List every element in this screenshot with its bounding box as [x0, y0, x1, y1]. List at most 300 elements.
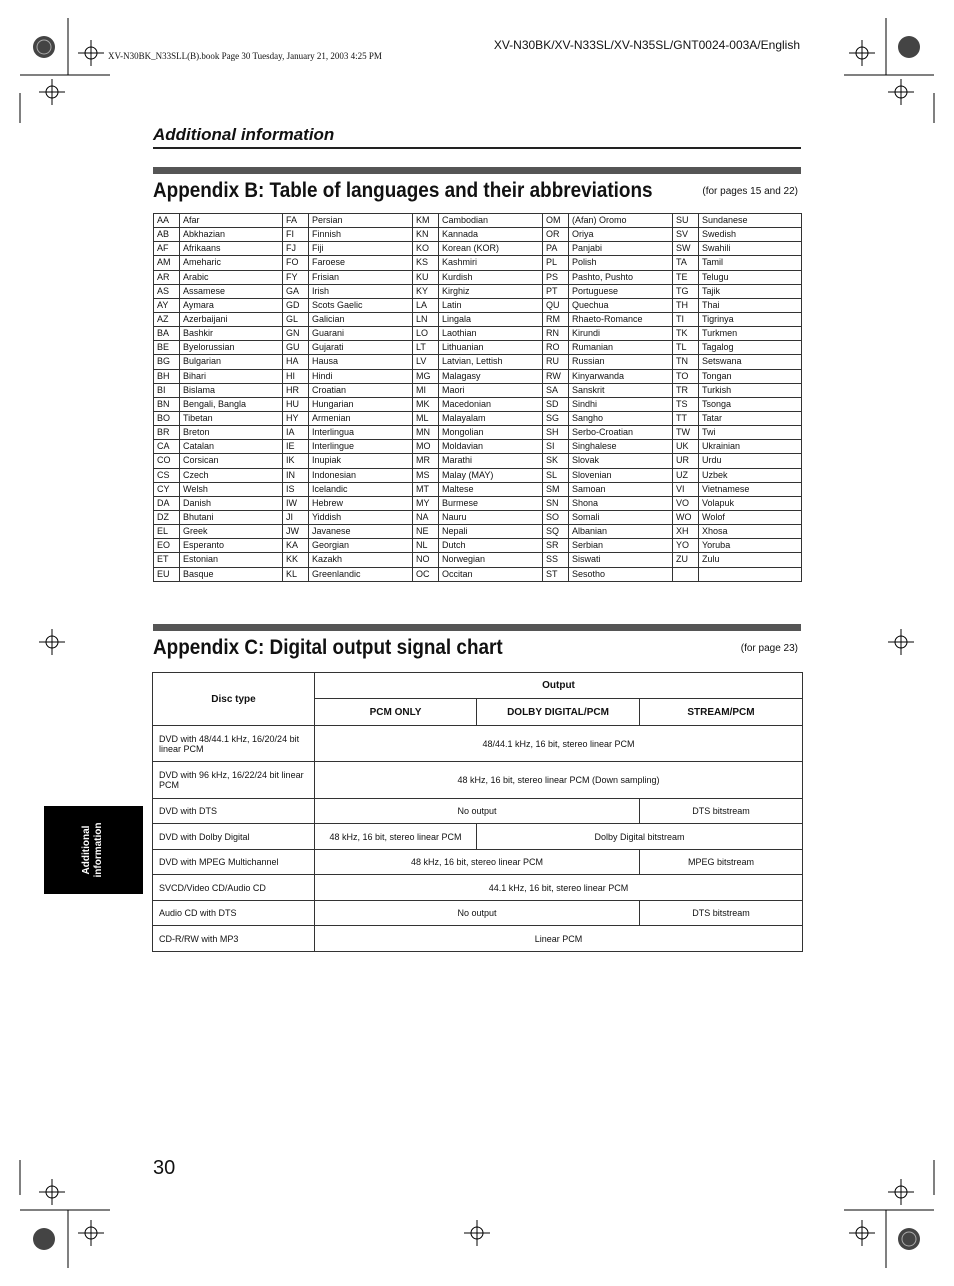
language-code: GU: [283, 341, 309, 355]
language-name: Danish: [180, 496, 283, 510]
language-name: Latin: [439, 298, 543, 312]
language-code: BR: [154, 426, 180, 440]
language-name: Sundanese: [699, 214, 802, 228]
language-name: Scots Gaelic: [309, 298, 413, 312]
language-code: ET: [154, 553, 180, 567]
language-code: KO: [413, 242, 439, 256]
language-code: JW: [283, 525, 309, 539]
language-code: HR: [283, 383, 309, 397]
language-code: GD: [283, 298, 309, 312]
language-code: MO: [413, 440, 439, 454]
language-name: Setswana: [699, 355, 802, 369]
output-cell: 48 kHz, 16 bit, stereo linear PCM: [315, 824, 477, 850]
section-header: Additional information: [153, 125, 335, 144]
appendix-b-title: Appendix B: Table of languages and their abbreviations: [153, 179, 653, 202]
language-name: Occitan: [439, 567, 543, 581]
language-name: Tajik: [699, 284, 802, 298]
language-name: Serbo-Croatian: [569, 426, 673, 440]
language-row: [154, 426, 802, 440]
language-name: Interlingue: [309, 440, 413, 454]
language-name: Hausa: [309, 355, 413, 369]
language-name: Malay (MAY): [439, 468, 543, 482]
language-code: VI: [673, 482, 699, 496]
language-name: Samoan: [569, 482, 673, 496]
language-code: GA: [283, 284, 309, 298]
language-name: Croatian: [309, 383, 413, 397]
language-name: Rhaeto-Romance: [569, 312, 673, 326]
language-name: Abkhazian: [180, 228, 283, 242]
language-code: MY: [413, 496, 439, 510]
language-code: FJ: [283, 242, 309, 256]
language-code: MR: [413, 454, 439, 468]
language-name: Xhosa: [699, 525, 802, 539]
language-code: QU: [543, 298, 569, 312]
language-name: Moldavian: [439, 440, 543, 454]
language-name: Yiddish: [309, 510, 413, 524]
signal-row: [153, 762, 803, 799]
language-code: KK: [283, 553, 309, 567]
language-name: Macedonian: [439, 397, 543, 411]
language-name: Guarani: [309, 327, 413, 341]
header-pcm-only: PCM ONLY: [315, 699, 477, 726]
language-name: Maori: [439, 383, 543, 397]
disc-type-cell: DVD with DTS: [153, 799, 315, 824]
language-name: Uzbek: [699, 468, 802, 482]
language-name: Byelorussian: [180, 341, 283, 355]
language-name: Faroese: [309, 256, 413, 270]
language-name: Kashmiri: [439, 256, 543, 270]
language-row: [154, 510, 802, 524]
language-code: KS: [413, 256, 439, 270]
signal-row: [153, 799, 803, 824]
language-name: Sangho: [569, 411, 673, 425]
language-code: RN: [543, 327, 569, 341]
language-row: [154, 567, 802, 581]
language-name: Panjabi: [569, 242, 673, 256]
language-code: RU: [543, 355, 569, 369]
output-cell: 44.1 kHz, 16 bit, stereo linear PCM: [315, 875, 803, 901]
language-code: HI: [283, 369, 309, 383]
language-code: CY: [154, 482, 180, 496]
language-name: Tatar: [699, 411, 802, 425]
disc-type-cell: Audio CD with DTS: [153, 901, 315, 926]
language-row: [154, 284, 802, 298]
language-name: Corsican: [180, 454, 283, 468]
language-code: VO: [673, 496, 699, 510]
language-code: SO: [543, 510, 569, 524]
language-name: Sindhi: [569, 397, 673, 411]
language-row: [154, 411, 802, 425]
language-code: BH: [154, 369, 180, 383]
language-code: WO: [673, 510, 699, 524]
language-name: Tagalog: [699, 341, 802, 355]
language-name: Czech: [180, 468, 283, 482]
language-code: CA: [154, 440, 180, 454]
language-name: Irish: [309, 284, 413, 298]
language-code: SM: [543, 482, 569, 496]
section-rule: [153, 147, 801, 149]
language-code: KN: [413, 228, 439, 242]
language-name: Sesotho: [569, 567, 673, 581]
language-code: HY: [283, 411, 309, 425]
language-name: Kannada: [439, 228, 543, 242]
language-name: Cambodian: [439, 214, 543, 228]
language-name: Maltese: [439, 482, 543, 496]
disc-type-cell: SVCD/Video CD/Audio CD: [153, 875, 315, 901]
language-code: TE: [673, 270, 699, 284]
language-code: TS: [673, 397, 699, 411]
language-name: Bihari: [180, 369, 283, 383]
language-code: MN: [413, 426, 439, 440]
language-name: Kurdish: [439, 270, 543, 284]
language-name: Tongan: [699, 369, 802, 383]
language-name: Marathi: [439, 454, 543, 468]
language-code: AF: [154, 242, 180, 256]
language-code: DZ: [154, 510, 180, 524]
signal-row: [153, 926, 803, 952]
language-code: HU: [283, 397, 309, 411]
language-row: [154, 383, 802, 397]
language-code: SL: [543, 468, 569, 482]
language-name: Russian: [569, 355, 673, 369]
language-name: Bulgarian: [180, 355, 283, 369]
language-name: Finnish: [309, 228, 413, 242]
language-code: PA: [543, 242, 569, 256]
language-name: Hungarian: [309, 397, 413, 411]
language-code: SW: [673, 242, 699, 256]
language-code: OR: [543, 228, 569, 242]
language-name: Ameharic: [180, 256, 283, 270]
language-code: BE: [154, 341, 180, 355]
language-row: [154, 228, 802, 242]
digital-output-table: [152, 672, 803, 952]
language-code: EL: [154, 525, 180, 539]
language-name: Slovak: [569, 454, 673, 468]
language-name: Lingala: [439, 312, 543, 326]
language-code: TH: [673, 298, 699, 312]
language-name: Azerbaijani: [180, 312, 283, 326]
language-code: AB: [154, 228, 180, 242]
header-dolby-digital-pcm: DOLBY DIGITAL/PCM: [477, 699, 640, 726]
language-row: [154, 355, 802, 369]
language-code: PS: [543, 270, 569, 284]
appendix-b-note: (for pages 15 and 22): [702, 186, 798, 197]
language-name: Persian: [309, 214, 413, 228]
language-code: FI: [283, 228, 309, 242]
language-name: Telugu: [699, 270, 802, 284]
language-code: TL: [673, 341, 699, 355]
language-name: Siswati: [569, 553, 673, 567]
output-cell: Linear PCM: [315, 926, 803, 952]
language-code: EO: [154, 539, 180, 553]
language-name: Rumanian: [569, 341, 673, 355]
language-code: AS: [154, 284, 180, 298]
language-code: RO: [543, 341, 569, 355]
language-name: Tigrinya: [699, 312, 802, 326]
language-code: SS: [543, 553, 569, 567]
language-code: NA: [413, 510, 439, 524]
language-name: Pashto, Pushto: [569, 270, 673, 284]
signal-row: [153, 901, 803, 926]
output-cell: 48 kHz, 16 bit, stereo linear PCM (Down sampling): [315, 762, 803, 799]
language-name: Volapuk: [699, 496, 802, 510]
language-name: Latvian, Lettish: [439, 355, 543, 369]
signal-row: [153, 726, 803, 762]
language-name: Burmese: [439, 496, 543, 510]
language-row: [154, 214, 802, 228]
language-name: Welsh: [180, 482, 283, 496]
language-code: TW: [673, 426, 699, 440]
output-cell: 48 kHz, 16 bit, stereo linear PCM: [315, 850, 640, 875]
language-row: [154, 327, 802, 341]
language-name: Wolof: [699, 510, 802, 524]
language-code: LT: [413, 341, 439, 355]
language-name: Ukrainian: [699, 440, 802, 454]
signal-row: [153, 824, 803, 850]
language-code: IE: [283, 440, 309, 454]
language-name: Afar: [180, 214, 283, 228]
language-code: NO: [413, 553, 439, 567]
language-name: Galician: [309, 312, 413, 326]
language-name: Arabic: [180, 270, 283, 284]
language-code: MG: [413, 369, 439, 383]
output-cell: No output: [315, 799, 640, 824]
language-code: CS: [154, 468, 180, 482]
language-name: Bhutani: [180, 510, 283, 524]
language-code: SK: [543, 454, 569, 468]
language-code: RM: [543, 312, 569, 326]
appendix-c-title: Appendix C: Digital output signal chart: [153, 636, 503, 659]
language-code: LO: [413, 327, 439, 341]
language-row: [154, 369, 802, 383]
language-name: Kirghiz: [439, 284, 543, 298]
language-code: TI: [673, 312, 699, 326]
language-name: Kazakh: [309, 553, 413, 567]
language-name: Breton: [180, 426, 283, 440]
language-code: UR: [673, 454, 699, 468]
language-name: Malayalam: [439, 411, 543, 425]
language-code: SH: [543, 426, 569, 440]
language-name: Tibetan: [180, 411, 283, 425]
language-code: HA: [283, 355, 309, 369]
language-row: [154, 482, 802, 496]
language-code: MI: [413, 383, 439, 397]
language-code: FA: [283, 214, 309, 228]
language-code: AZ: [154, 312, 180, 326]
language-name: Korean (KOR): [439, 242, 543, 256]
language-code: BG: [154, 355, 180, 369]
language-name: Nepali: [439, 525, 543, 539]
appendix-c-bar: [153, 624, 801, 631]
language-name: Albanian: [569, 525, 673, 539]
language-code: ML: [413, 411, 439, 425]
language-name: (Afan) Oromo: [569, 214, 673, 228]
language-code: MS: [413, 468, 439, 482]
page-number: 30: [153, 1157, 176, 1179]
language-name: Hebrew: [309, 496, 413, 510]
output-cell: Dolby Digital bitstream: [477, 824, 803, 850]
language-name: Interlingua: [309, 426, 413, 440]
language-code: IA: [283, 426, 309, 440]
language-name: Urdu: [699, 454, 802, 468]
language-code: AA: [154, 214, 180, 228]
language-name: Inupiak: [309, 454, 413, 468]
language-name: [699, 567, 802, 581]
language-name: Bengali, Bangla: [180, 397, 283, 411]
language-name: Bislama: [180, 383, 283, 397]
language-name: Basque: [180, 567, 283, 581]
header-output: Output: [315, 673, 803, 699]
language-row: [154, 454, 802, 468]
language-name: Zulu: [699, 553, 802, 567]
language-code: TK: [673, 327, 699, 341]
output-cell: DTS bitstream: [640, 799, 803, 824]
output-cell: MPEG bitstream: [640, 850, 803, 875]
language-code: NL: [413, 539, 439, 553]
appendix-b-bar: [153, 167, 801, 174]
language-code: IW: [283, 496, 309, 510]
language-code: NE: [413, 525, 439, 539]
language-name: Oriya: [569, 228, 673, 242]
language-row: [154, 553, 802, 567]
language-name: Lithuanian: [439, 341, 543, 355]
language-code: KM: [413, 214, 439, 228]
language-name: Malagasy: [439, 369, 543, 383]
language-code: LV: [413, 355, 439, 369]
language-row: [154, 525, 802, 539]
language-code: KL: [283, 567, 309, 581]
language-code: IK: [283, 454, 309, 468]
language-name: Shona: [569, 496, 673, 510]
language-name: Swahili: [699, 242, 802, 256]
disc-type-cell: CD-R/RW with MP3: [153, 926, 315, 952]
language-table: [153, 213, 802, 582]
language-code: SU: [673, 214, 699, 228]
language-code: BN: [154, 397, 180, 411]
signal-row: [153, 875, 803, 901]
language-code: JI: [283, 510, 309, 524]
file-info-line: XV-N30BK_N33SLL(B).book Page 30 Tuesday, January 21, 2003 4:25 PM: [108, 51, 382, 61]
language-code: RW: [543, 369, 569, 383]
language-row: [154, 298, 802, 312]
language-name: Swedish: [699, 228, 802, 242]
language-row: [154, 397, 802, 411]
language-name: Greek: [180, 525, 283, 539]
language-code: SQ: [543, 525, 569, 539]
language-code: BO: [154, 411, 180, 425]
language-name: Sanskrit: [569, 383, 673, 397]
language-code: TA: [673, 256, 699, 270]
language-name: Turkish: [699, 383, 802, 397]
language-code: GN: [283, 327, 309, 341]
language-row: [154, 539, 802, 553]
language-name: Mongolian: [439, 426, 543, 440]
language-name: Twi: [699, 426, 802, 440]
language-code: PT: [543, 284, 569, 298]
language-code: XH: [673, 525, 699, 539]
language-code: CO: [154, 454, 180, 468]
language-code: TO: [673, 369, 699, 383]
language-code: SR: [543, 539, 569, 553]
language-row: [154, 256, 802, 270]
language-code: GL: [283, 312, 309, 326]
language-row: [154, 270, 802, 284]
language-name: Dutch: [439, 539, 543, 553]
language-name: Gujarati: [309, 341, 413, 355]
language-name: Afrikaans: [180, 242, 283, 256]
language-name: Kinyarwanda: [569, 369, 673, 383]
language-code: SG: [543, 411, 569, 425]
language-code: OC: [413, 567, 439, 581]
language-code: TN: [673, 355, 699, 369]
language-name: Estonian: [180, 553, 283, 567]
language-name: Indonesian: [309, 468, 413, 482]
language-code: TT: [673, 411, 699, 425]
language-code: KU: [413, 270, 439, 284]
disc-type-cell: DVD with Dolby Digital: [153, 824, 315, 850]
language-code: BI: [154, 383, 180, 397]
language-row: [154, 312, 802, 326]
language-name: Frisian: [309, 270, 413, 284]
language-row: [154, 440, 802, 454]
language-name: Bashkir: [180, 327, 283, 341]
language-code: AY: [154, 298, 180, 312]
language-name: Turkmen: [699, 327, 802, 341]
language-row: [154, 341, 802, 355]
language-code: FO: [283, 256, 309, 270]
language-name: Assamese: [180, 284, 283, 298]
language-name: Nauru: [439, 510, 543, 524]
header-disc-type: Disc type: [153, 673, 315, 726]
language-code: OM: [543, 214, 569, 228]
appendix-c-note: (for page 23): [740, 643, 798, 654]
model-line: XV-N30BK/XV-N33SL/XV-N35SL/GNT0024-003A/English: [493, 38, 800, 52]
language-name: Georgian: [309, 539, 413, 553]
language-row: [154, 242, 802, 256]
language-code: ZU: [673, 553, 699, 567]
language-name: Thai: [699, 298, 802, 312]
language-code: FY: [283, 270, 309, 284]
language-code: ST: [543, 567, 569, 581]
language-name: Hindi: [309, 369, 413, 383]
language-code: KY: [413, 284, 439, 298]
disc-type-cell: DVD with MPEG Multichannel: [153, 850, 315, 875]
language-row: [154, 468, 802, 482]
language-name: Aymara: [180, 298, 283, 312]
language-name: Fiji: [309, 242, 413, 256]
language-name: Tsonga: [699, 397, 802, 411]
language-name: Norwegian: [439, 553, 543, 567]
language-code: LA: [413, 298, 439, 312]
language-name: Yoruba: [699, 539, 802, 553]
language-code: MT: [413, 482, 439, 496]
language-code: BA: [154, 327, 180, 341]
language-name: Kirundi: [569, 327, 673, 341]
language-name: Quechua: [569, 298, 673, 312]
language-code: DA: [154, 496, 180, 510]
language-code: MK: [413, 397, 439, 411]
language-name: Laothian: [439, 327, 543, 341]
side-tab-label: Additional information: [81, 822, 104, 878]
language-code: SI: [543, 440, 569, 454]
language-name: Tamil: [699, 256, 802, 270]
language-code: SD: [543, 397, 569, 411]
language-name: Somali: [569, 510, 673, 524]
language-name: Javanese: [309, 525, 413, 539]
disc-type-cell: DVD with 96 kHz, 16/22/24 bit linear PCM: [153, 762, 315, 799]
language-name: Armenian: [309, 411, 413, 425]
language-row: [154, 496, 802, 510]
